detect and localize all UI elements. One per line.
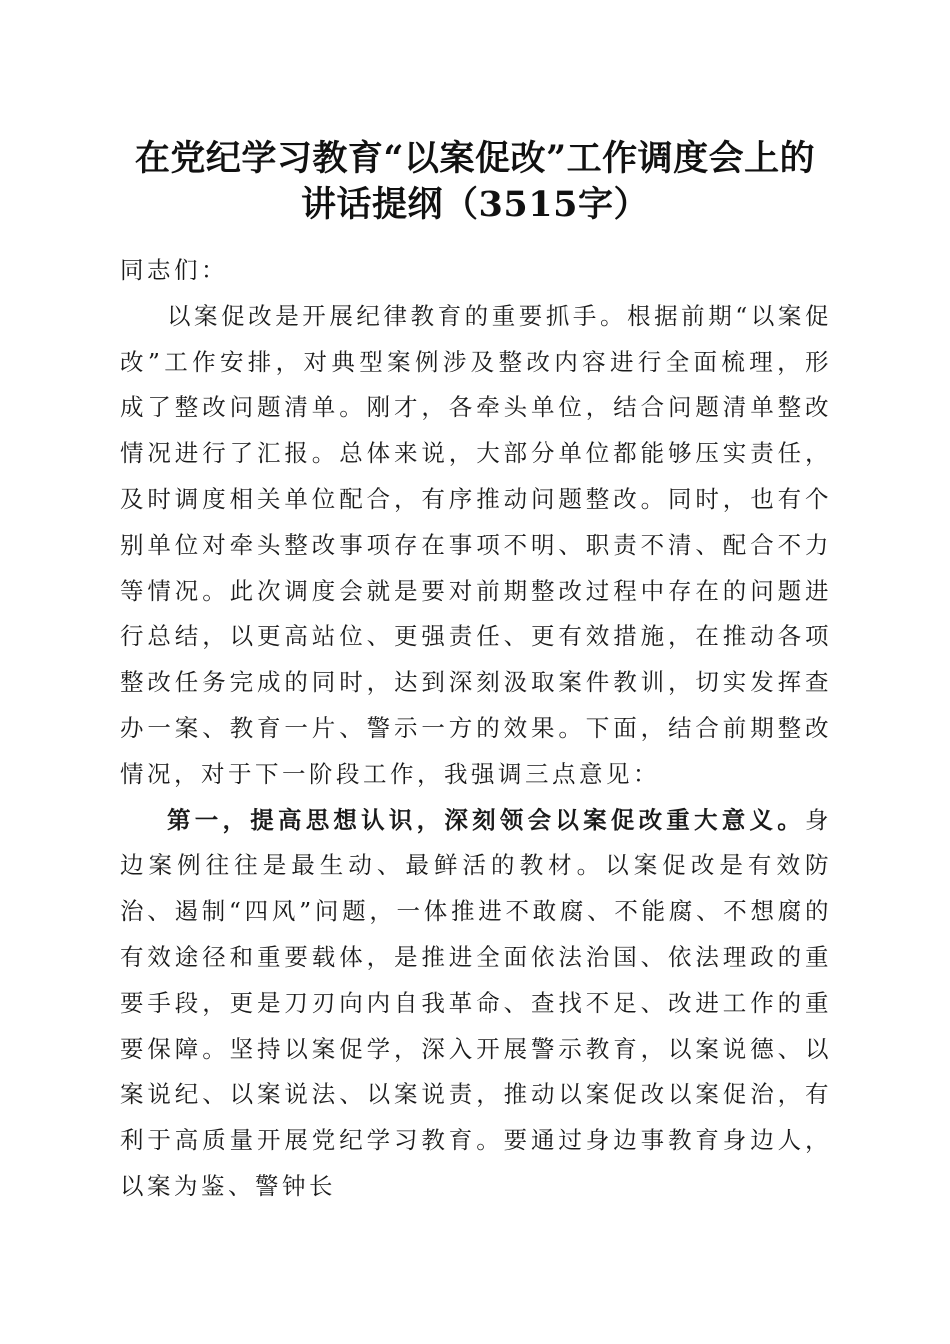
document-body [120,248,832,1210]
paragraph-2-heading: 第一，提高思想认识，深刻领会以案促改重大意义。 [167,805,805,834]
paragraph-2 [120,798,832,1210]
paragraph-2-body: 身边案例往往是最生动、最鲜活的教材。以案促改是有效防治、遏制“四风”问题，一体推进不敢腐、不能腐、不想腐的有效途径和重要载体，是推进全面依法治国、依法理政的重要手段，更是刀刃向内自我革命、查找不足、改进工作的重要保障。坚持以案促学，深入开展警示教育，以案说德、以案说纪、以案说法、以案说责，推动以案促改以案促治，有利于高质量开展党纪学习教育。要通过身边事教育身边人，以案为鉴、警钟长 [120,805,832,1200]
title-line-2: 讲话提纲（3515字） [301,184,649,225]
salutation: 同志们： [120,256,228,284]
title-line-1: 在党纪学习教育“以案促改”工作调度会上的 [134,138,816,179]
paragraph-1: 以案促改是开展纪律教育的重要抓手。根据前期“以案促改”工作安排，对典型案例涉及整改内容进行全面梳理，形成了整改问题清单。刚才，各牵头单位，结合问题清单整改情况进行了汇报。总体来说，大部分单位都能够压实责任，及时调度相关单位配合，有序推动问题整改。同时，也有个别单位对牵头整改事项存在事项不明、职责不清、配合不力等情况。此次调度会就是要对前期整改过程中存在的问题进行总结，以更高站位、更强责任、更有效措施，在推动各项整改任务完成的同时，达到深刻汲取案件教训，切实发挥查办一案、教育一片、警示一方的效果。下面，结合前期整改情况，对于下一阶段工作，我强调三点意见： [120,301,832,788]
document-title [100,136,850,228]
